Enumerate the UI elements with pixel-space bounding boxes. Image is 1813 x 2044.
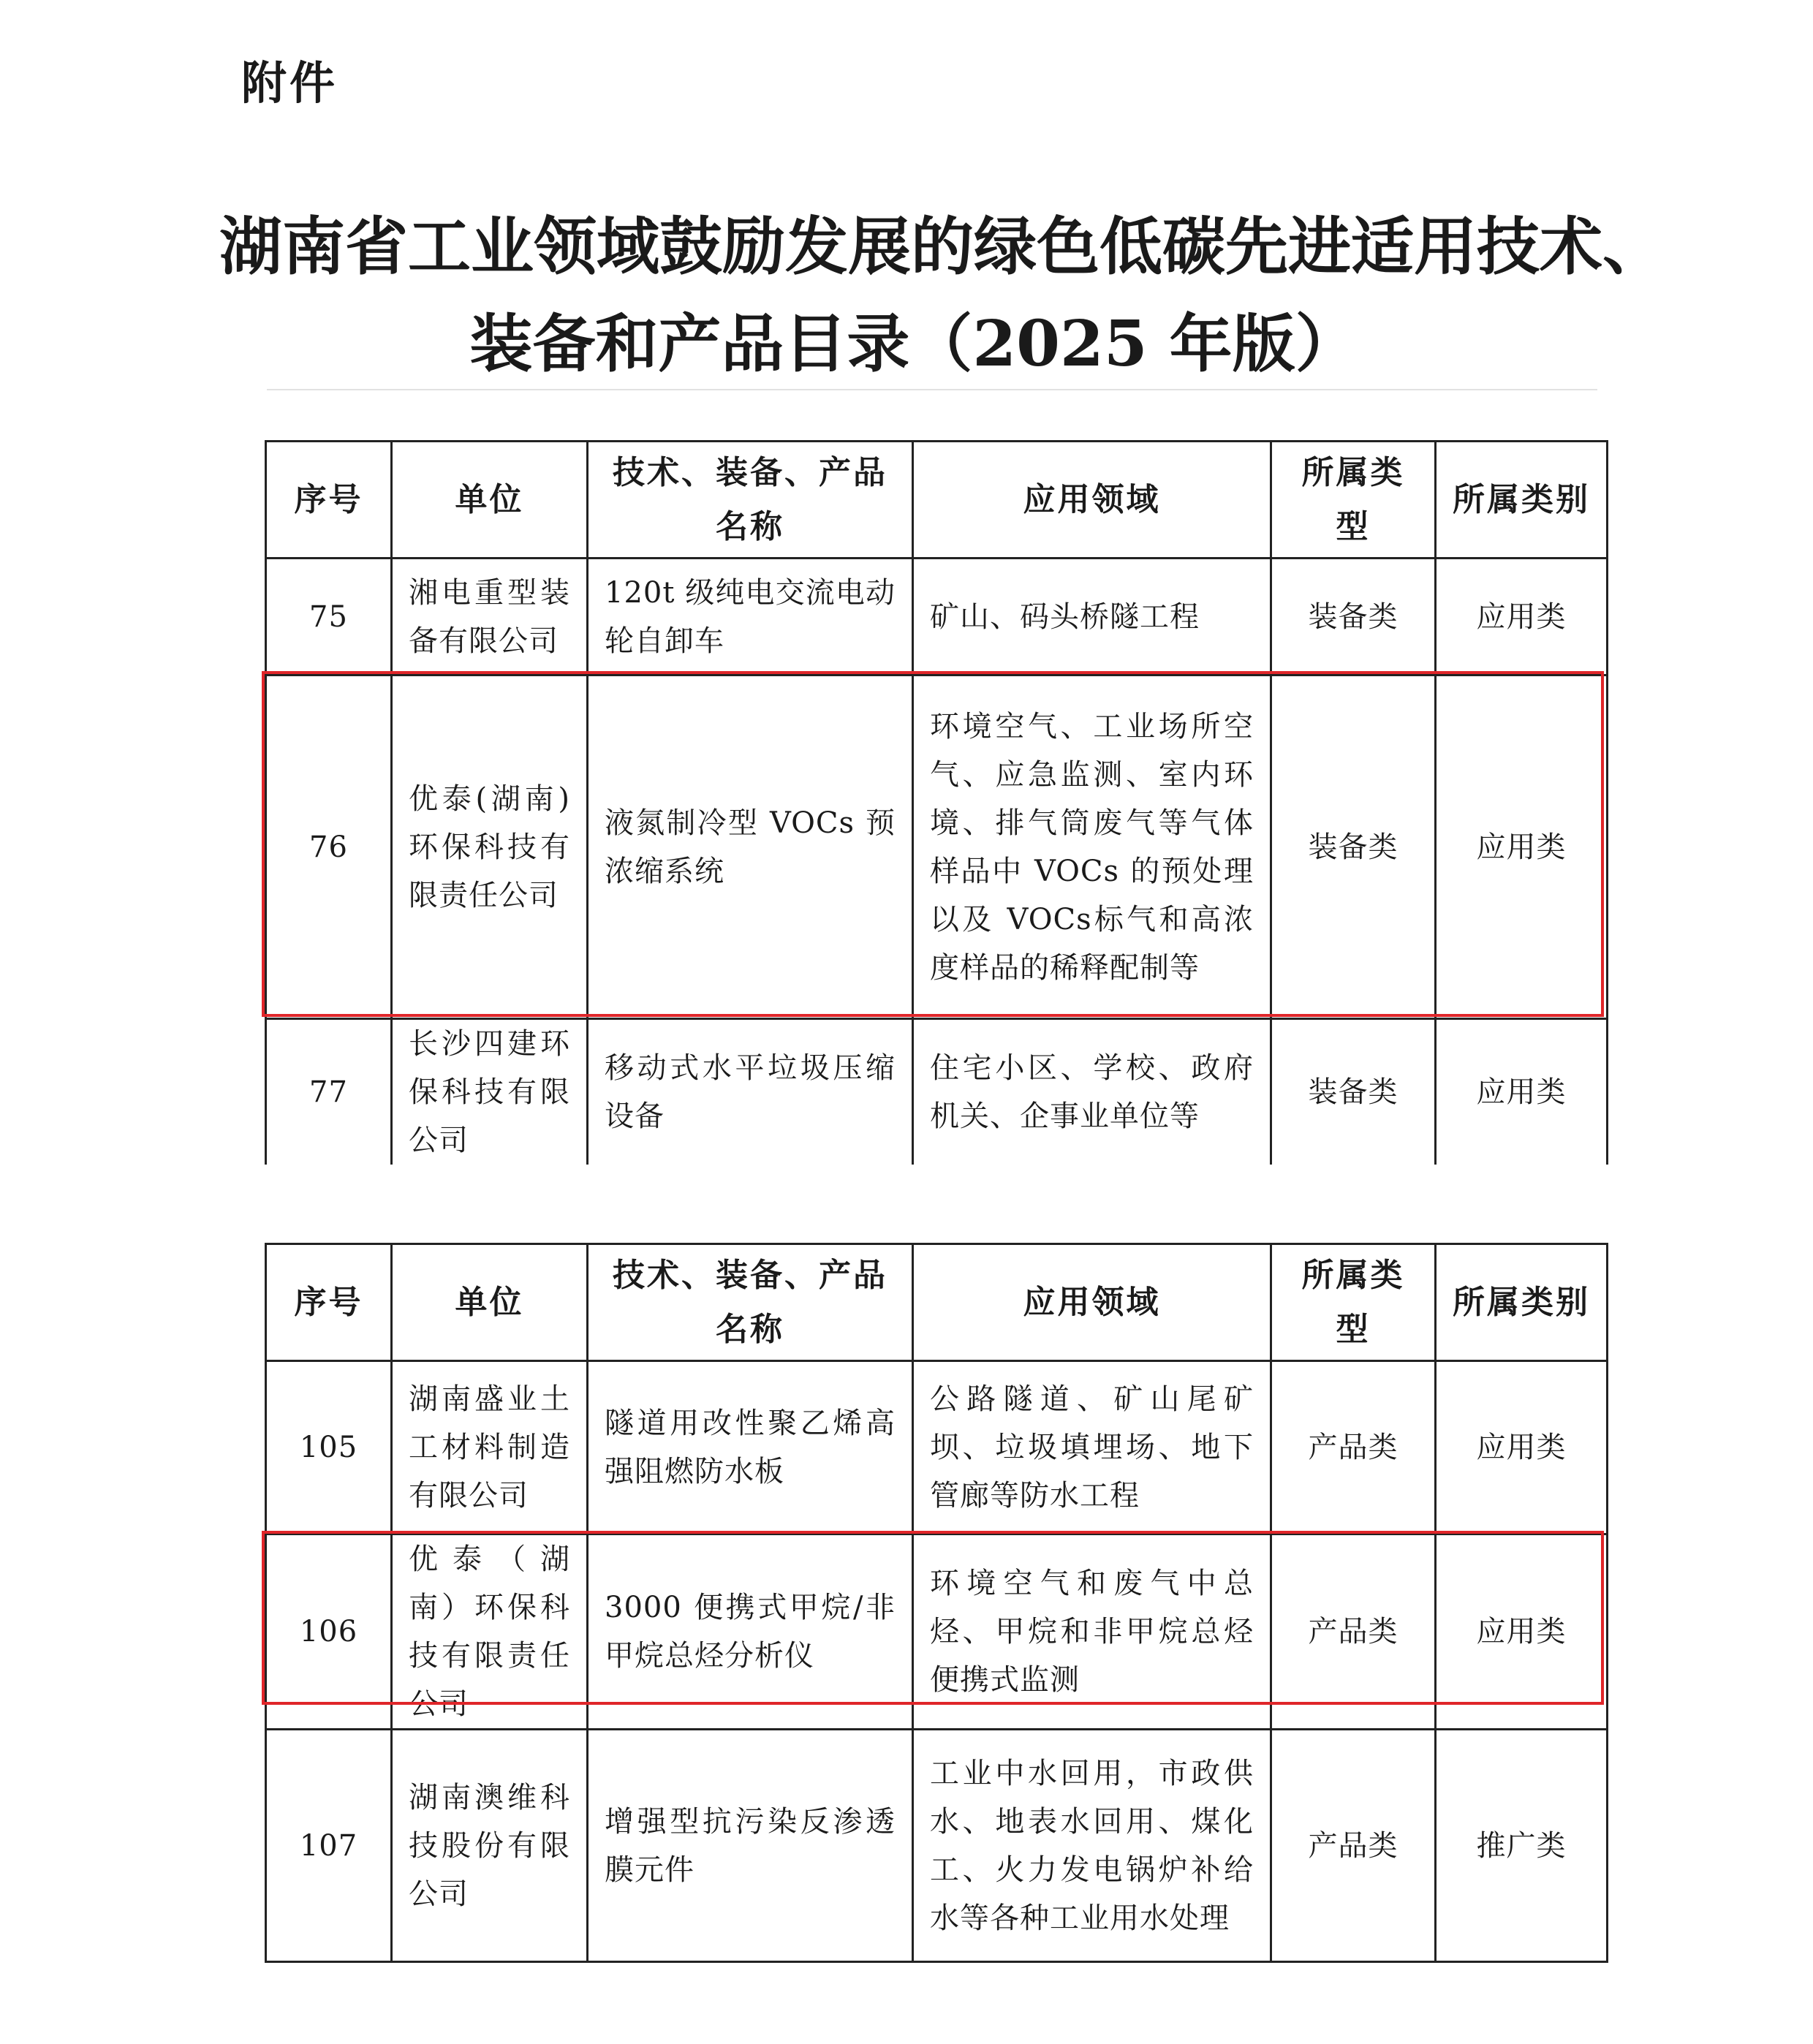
header-field: 应用领域 — [913, 442, 1271, 559]
table-row — [266, 1361, 1608, 1534]
table-row — [266, 1730, 1608, 1962]
row-category: 应用类 — [1436, 559, 1608, 675]
row-category: 应用类 — [1436, 1361, 1608, 1534]
row-name: 120t 级纯电交流电动轮自卸车 — [588, 559, 913, 675]
row-no: 105 — [266, 1361, 392, 1534]
table-header-row — [266, 442, 1608, 559]
row-name: 移动式水平垃圾压缩设备 — [588, 1019, 913, 1165]
row-name: 隧道用改性聚乙烯高强阻燃防水板 — [588, 1361, 913, 1534]
row-no: 76 — [266, 675, 392, 1019]
header-unit: 单位 — [392, 442, 588, 559]
header-category: 所属类别 — [1436, 442, 1608, 559]
catalog-table-1 — [265, 440, 1608, 1165]
row-field: 工业中水回用，市政供水、地表水回用、煤化工、火力发电锅炉补给水等各种工业用水处理 — [913, 1730, 1271, 1962]
header-type: 所属类型 — [1271, 442, 1436, 559]
row-unit: 湖南盛业土工材料制造有限公司 — [392, 1361, 588, 1534]
header-type: 所属类型 — [1271, 1244, 1436, 1361]
table-header-row — [266, 1244, 1608, 1361]
header-unit: 单位 — [392, 1244, 588, 1361]
row-category: 推广类 — [1436, 1730, 1608, 1962]
row-name: 增强型抗污染反渗透膜元件 — [588, 1730, 913, 1962]
row-type: 产品类 — [1271, 1534, 1436, 1730]
row-unit: 优泰(湖南)环保科技有限责任公司 — [392, 675, 588, 1019]
table-row — [266, 1019, 1608, 1165]
header-category: 所属类别 — [1436, 1244, 1608, 1361]
title-divider — [267, 389, 1597, 390]
row-field: 矿山、码头桥隧工程 — [913, 559, 1271, 675]
header-no: 序号 — [266, 1244, 392, 1361]
document-title-line-1: 湖南省工业领域鼓励发展的绿色低碳先进适用技术、 — [219, 210, 1665, 284]
header-no: 序号 — [266, 442, 392, 559]
row-unit: 湘电重型装备有限公司 — [392, 559, 588, 675]
row-type: 装备类 — [1271, 1019, 1436, 1165]
document-title-line-2: 装备和产品目录（2025 年版） — [469, 307, 1358, 381]
row-field: 住宅小区、学校、政府机关、企事业单位等 — [913, 1019, 1271, 1165]
attachment-label: 附件 — [241, 56, 338, 110]
header-name: 技术、装备、产品名称 — [588, 442, 913, 559]
row-unit: 湖南澳维科技股份有限公司 — [392, 1730, 588, 1962]
row-category: 应用类 — [1436, 1019, 1608, 1165]
row-unit: 长沙四建环保科技有限公司 — [392, 1019, 588, 1165]
row-category: 应用类 — [1436, 1534, 1608, 1730]
row-type: 产品类 — [1271, 1361, 1436, 1534]
table-row — [266, 1534, 1608, 1730]
row-field: 环境空气、工业场所空气、应急监测、室内环境、排气筒废气等气体样品中 VOCs 的预处理以及 VOCs标气和高浓度样品的稀释配制等 — [913, 675, 1271, 1019]
row-type: 装备类 — [1271, 675, 1436, 1019]
row-type: 产品类 — [1271, 1730, 1436, 1962]
header-field: 应用领域 — [913, 1244, 1271, 1361]
row-no: 77 — [266, 1019, 392, 1165]
catalog-table-2 — [265, 1243, 1608, 1963]
table-row — [266, 675, 1608, 1019]
row-no: 75 — [266, 559, 392, 675]
row-no: 107 — [266, 1730, 392, 1962]
row-unit: 优泰（湖南）环保科技有限责任公司 — [392, 1534, 588, 1730]
row-type: 装备类 — [1271, 559, 1436, 675]
row-field: 公路隧道、矿山尾矿坝、垃圾填埋场、地下管廊等防水工程 — [913, 1361, 1271, 1534]
row-no: 106 — [266, 1534, 392, 1730]
row-name: 液氮制冷型 VOCs 预浓缩系统 — [588, 675, 913, 1019]
header-name: 技术、装备、产品名称 — [588, 1244, 913, 1361]
row-category: 应用类 — [1436, 675, 1608, 1019]
row-name: 3000 便携式甲烷/非甲烷总烃分析仪 — [588, 1534, 913, 1730]
table-row — [266, 559, 1608, 675]
row-field: 环境空气和废气中总烃、甲烷和非甲烷总烃便携式监测 — [913, 1534, 1271, 1730]
